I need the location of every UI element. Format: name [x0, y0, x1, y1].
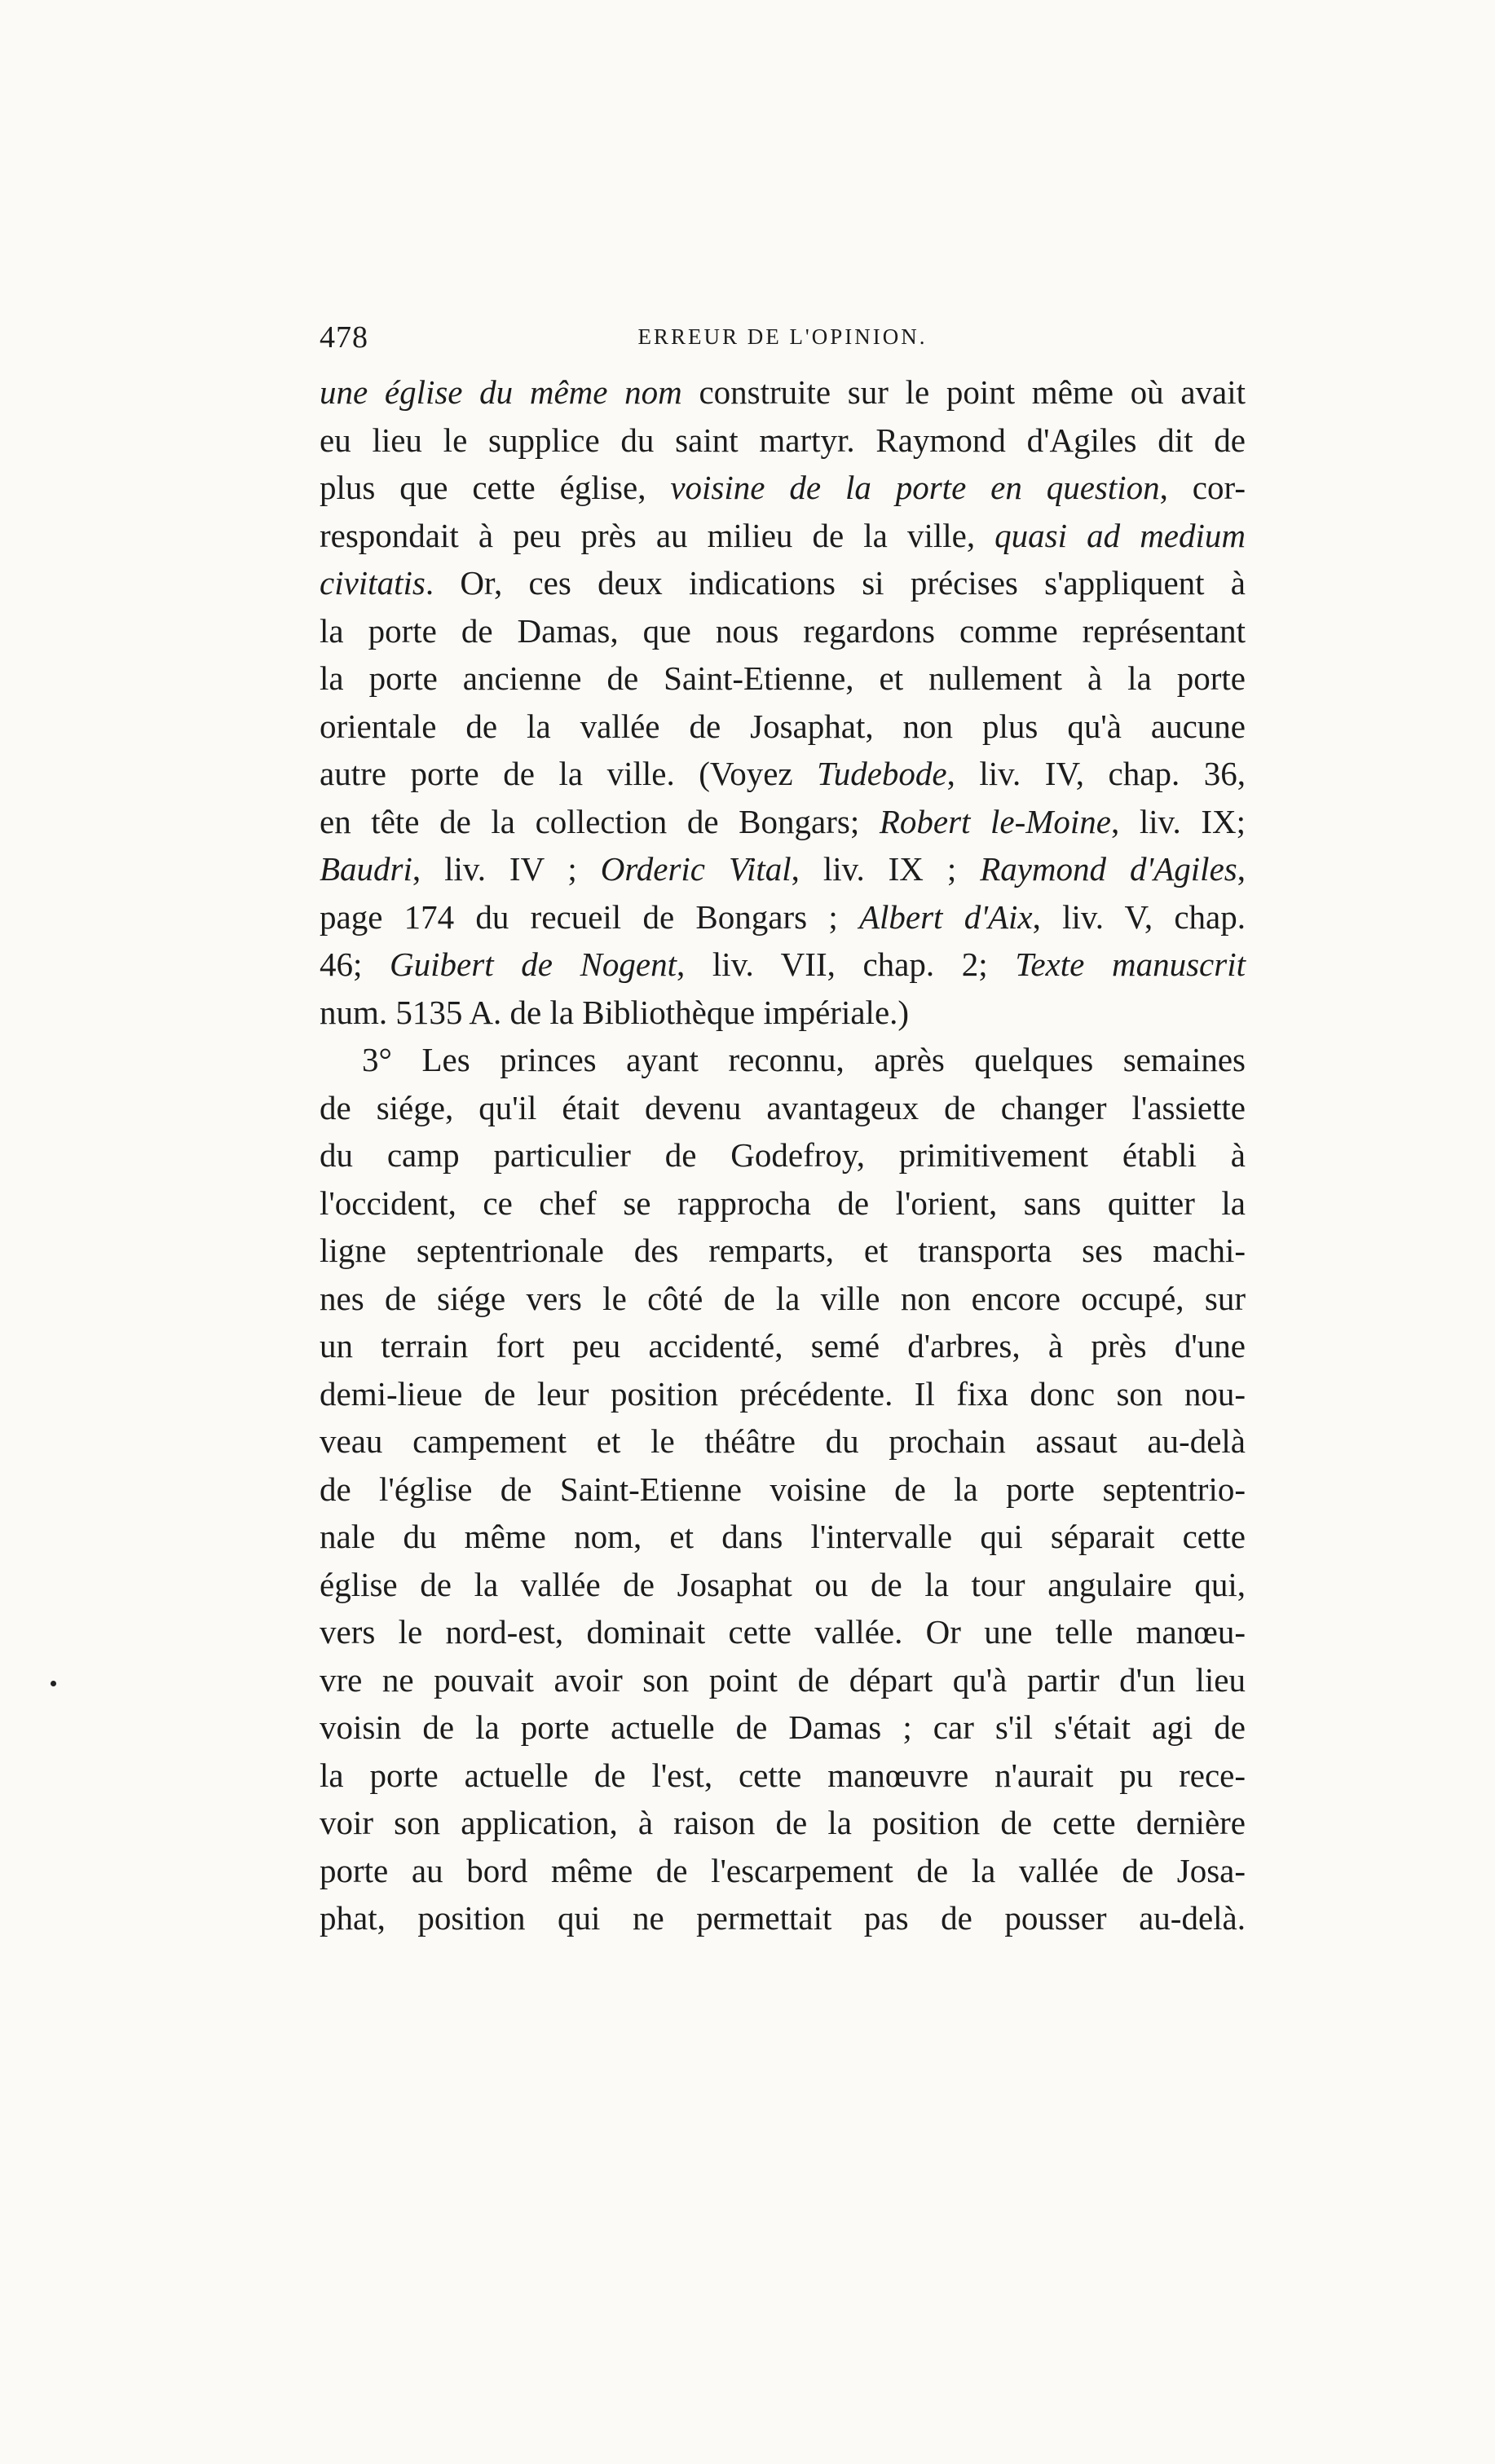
text-line	[320, 512, 1246, 560]
text-segment: ligne septentrionale des remparts, et transporta ses machi-	[320, 1232, 1246, 1269]
text-segment: phat, position qui ne permettait pas de pousser au-delà.	[320, 1899, 1246, 1937]
text-segment: veau campement et le théâtre du prochain assaut au-delà	[320, 1422, 1246, 1460]
text-line	[320, 655, 1246, 703]
text-line	[320, 607, 1246, 655]
text-line	[320, 989, 1246, 1037]
text-line	[320, 845, 1246, 893]
text-segment: nes de siége vers le côté de la ville non encore occupé, sur	[320, 1279, 1246, 1317]
text-segment: vers le nord-est, dominait cette vallée. Or une telle manœu-	[320, 1613, 1246, 1651]
text-segment: , liv. IX;	[1111, 802, 1246, 840]
running-head: ERREUR DE L'OPINION.	[637, 324, 928, 349]
text-segment: l'occident, ce chef se rapprocha de l'orient, sans quitter la	[320, 1184, 1246, 1222]
text-segment: vre ne pouvait avoir son point de départ qu'à partir d'un lieu	[320, 1660, 1246, 1699]
text-segment: porte au bord même de l'escarpement de la vallée de Josa-	[320, 1851, 1246, 1889]
text-line	[320, 703, 1246, 751]
italic-text: Texte manuscrit	[1015, 945, 1246, 983]
italic-text: Albert d'Aix	[858, 897, 1033, 936]
text-line	[320, 1894, 1246, 1942]
text-segment: voisin de la porte actuelle de Damas ; car s'il s'était agi de	[320, 1708, 1246, 1746]
text-line	[320, 1370, 1246, 1418]
text-line	[320, 1179, 1246, 1228]
italic-text: voisine de la porte en question	[670, 469, 1160, 506]
text-line	[320, 1036, 1246, 1084]
text-segment: , liv. IX ;	[791, 850, 981, 888]
italic-text: civitatis	[320, 564, 426, 602]
text-line	[320, 1704, 1246, 1752]
text-segment: voir son application, à raison de la position de cette dernière	[320, 1804, 1246, 1841]
italic-text: Guibert de Nogent	[390, 945, 677, 983]
italic-text: une église du même nom	[320, 373, 682, 411]
text-line	[320, 1466, 1246, 1514]
text-line	[320, 1608, 1246, 1656]
text-segment: , liv. IV ;	[412, 850, 601, 888]
text-line	[320, 1561, 1246, 1609]
text-segment: , liv. VII, chap. 2;	[677, 945, 1016, 983]
text-segment: , cor-	[1159, 469, 1246, 506]
margin-speck	[51, 1681, 56, 1686]
text-segment: nale du même nom, et dans l'intervalle qui séparait cette	[320, 1518, 1246, 1555]
text-line	[320, 1275, 1246, 1323]
text-segment: demi-lieue de leur position précédente. Il fixa donc son nou-	[320, 1374, 1246, 1413]
text-segment: de siége, qu'il était devenu avantageux de changer l'assiette	[320, 1088, 1246, 1126]
text-segment: autre porte de la ville. (Voyez	[320, 755, 818, 792]
text-segment: orientale de la vallée de Josaphat, non plus qu'à aucune	[320, 707, 1246, 745]
text-line	[320, 893, 1246, 941]
text-line	[320, 1131, 1246, 1179]
body-text	[320, 368, 1246, 1942]
italic-text: Robert le-Moine	[879, 802, 1112, 840]
text-segment: 46;	[320, 945, 390, 983]
italic-text: quasi ad medium	[994, 516, 1246, 554]
text-segment: num. 5135 A. de la Bibliothèque impériale.)	[320, 993, 910, 1031]
text-segment: respondait à peu près au milieu de la ville,	[320, 516, 995, 554]
text-segment: de l'église de Saint-Etienne voisine de la porte septentrio-	[320, 1470, 1246, 1508]
text-line	[320, 417, 1246, 465]
italic-text: Baudri	[320, 850, 412, 888]
text-segment: la porte ancienne de Saint-Etienne, et nullement à la porte	[320, 659, 1246, 697]
text-line	[320, 1847, 1246, 1895]
italic-text: Raymond d'Agiles	[980, 850, 1237, 888]
text-line	[320, 1417, 1246, 1466]
text-segment: construite sur le point même où avait	[681, 373, 1246, 411]
text-line	[320, 1084, 1246, 1132]
text-line	[320, 464, 1246, 512]
text-line	[320, 941, 1246, 989]
italic-text: Orderic Vital	[600, 850, 792, 888]
text-segment: 3° Les princes ayant reconnu, après quelques semaines	[362, 1041, 1246, 1078]
page-number: 478	[320, 320, 368, 355]
text-line	[320, 798, 1246, 846]
text-line	[320, 750, 1246, 798]
text-segment: eu lieu le supplice du saint martyr. Raymond d'Agiles dit de	[320, 421, 1246, 459]
text-segment: plus que cette église,	[320, 469, 671, 506]
text-line	[320, 559, 1246, 607]
text-segment: un terrain fort peu accidenté, semé d'arbres, à près d'une	[320, 1327, 1246, 1364]
text-segment: la porte de Damas, que nous regardons comme représentant	[320, 611, 1246, 650]
text-segment: . Or, ces deux indications si précises s'appliquent à	[425, 564, 1246, 602]
text-segment: du camp particulier de Godefroy, primitivement établi à	[320, 1136, 1246, 1174]
text-segment: , liv. IV, chap. 36,	[946, 755, 1246, 792]
text-line	[320, 1227, 1246, 1275]
text-segment: , liv. V, chap.	[1032, 897, 1246, 936]
text-line	[320, 368, 1246, 417]
italic-text: Tudebode	[817, 755, 947, 792]
text-segment: église de la vallée de Josaphat ou de la tour angulaire qui,	[320, 1565, 1246, 1603]
page-header	[320, 320, 1246, 368]
text-segment: la porte actuelle de l'est, cette manœuvre n'aurait pu rece-	[320, 1756, 1246, 1794]
text-segment: en tête de la collection de Bongars;	[320, 802, 880, 840]
text-line	[320, 1322, 1246, 1370]
text-line	[320, 1752, 1246, 1800]
text-line	[320, 1799, 1246, 1847]
text-segment: ,	[1237, 850, 1246, 888]
text-segment: page 174 du recueil de Bongars ;	[320, 897, 859, 936]
text-line	[320, 1513, 1246, 1561]
text-line	[320, 1656, 1246, 1704]
